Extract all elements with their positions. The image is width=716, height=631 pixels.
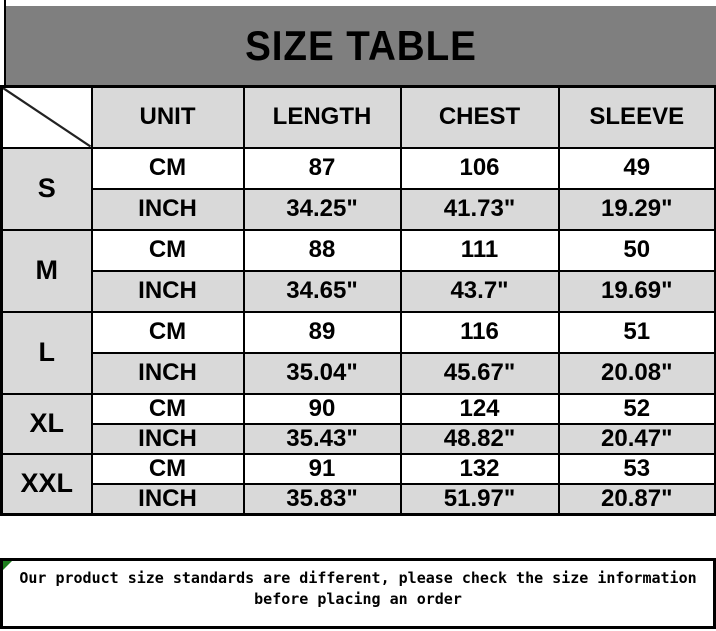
length-inch-value: 34.65"	[244, 271, 401, 312]
unit-cell: INCH	[92, 271, 244, 312]
green-corner-marker-icon	[3, 561, 12, 570]
size-table	[0, 85, 716, 516]
size-label-l: L	[2, 312, 92, 394]
chest-inch-value: 41.73"	[401, 189, 559, 230]
length-inch-value: 35.43"	[244, 424, 401, 454]
table-row	[2, 312, 716, 353]
length-inch-value: 34.25"	[244, 189, 401, 230]
sleeve-cm-value: 50	[559, 230, 716, 271]
length-cm-value: 90	[244, 394, 401, 424]
page-title: SIZE TABLE	[245, 21, 477, 69]
table-row	[2, 394, 716, 424]
table-row	[2, 271, 716, 312]
footer-note-box	[0, 558, 716, 629]
unit-cell: CM	[92, 394, 244, 424]
column-header-chest: CHEST	[401, 87, 559, 148]
title-banner	[6, 6, 716, 85]
sleeve-inch-value: 20.47"	[559, 424, 716, 454]
length-inch-value: 35.04"	[244, 353, 401, 394]
table-row	[2, 454, 716, 484]
size-label-xl: XL	[2, 394, 92, 454]
chest-inch-value: 43.7"	[401, 271, 559, 312]
sleeve-inch-value: 19.29"	[559, 189, 716, 230]
diagonal-header-cell	[2, 87, 92, 148]
unit-cell: CM	[92, 148, 244, 189]
size-label-xxl: XXL	[2, 454, 92, 515]
length-cm-value: 89	[244, 312, 401, 353]
column-header-unit: UNIT	[92, 87, 244, 148]
size-table-container	[0, 85, 716, 516]
chest-cm-value: 124	[401, 394, 559, 424]
unit-cell: INCH	[92, 424, 244, 454]
sleeve-inch-value: 20.08"	[559, 353, 716, 394]
sleeve-cm-value: 53	[559, 454, 716, 484]
length-cm-value: 88	[244, 230, 401, 271]
unit-cell: INCH	[92, 189, 244, 230]
sleeve-inch-value: 19.69"	[559, 271, 716, 312]
chest-inch-value: 45.67"	[401, 353, 559, 394]
column-header-length: LENGTH	[244, 87, 401, 148]
sleeve-cm-value: 49	[559, 148, 716, 189]
sleeve-inch-value: 20.87"	[559, 484, 716, 515]
table-row	[2, 424, 716, 454]
length-cm-value: 91	[244, 454, 401, 484]
chest-inch-value: 48.82"	[401, 424, 559, 454]
chest-inch-value: 51.97"	[401, 484, 559, 515]
unit-cell: INCH	[92, 484, 244, 515]
column-header-sleeve: SLEEVE	[559, 87, 716, 148]
size-label-m: M	[2, 230, 92, 312]
size-label-s: S	[2, 148, 92, 230]
footer-note-text: Our product size standards are different, please check the size information before placing an order	[19, 569, 697, 608]
chest-cm-value: 116	[401, 312, 559, 353]
table-row	[2, 148, 716, 189]
table-row	[2, 189, 716, 230]
length-inch-value: 35.83"	[244, 484, 401, 515]
table-row	[2, 484, 716, 515]
unit-cell: CM	[92, 312, 244, 353]
chest-cm-value: 111	[401, 230, 559, 271]
unit-cell: CM	[92, 230, 244, 271]
chest-cm-value: 132	[401, 454, 559, 484]
header-row	[2, 87, 716, 148]
table-row	[2, 353, 716, 394]
unit-cell: CM	[92, 454, 244, 484]
diagonal-line-icon	[3, 88, 91, 147]
table-row	[2, 230, 716, 271]
unit-cell: INCH	[92, 353, 244, 394]
sleeve-cm-value: 51	[559, 312, 716, 353]
length-cm-value: 87	[244, 148, 401, 189]
chest-cm-value: 106	[401, 148, 559, 189]
sleeve-cm-value: 52	[559, 394, 716, 424]
